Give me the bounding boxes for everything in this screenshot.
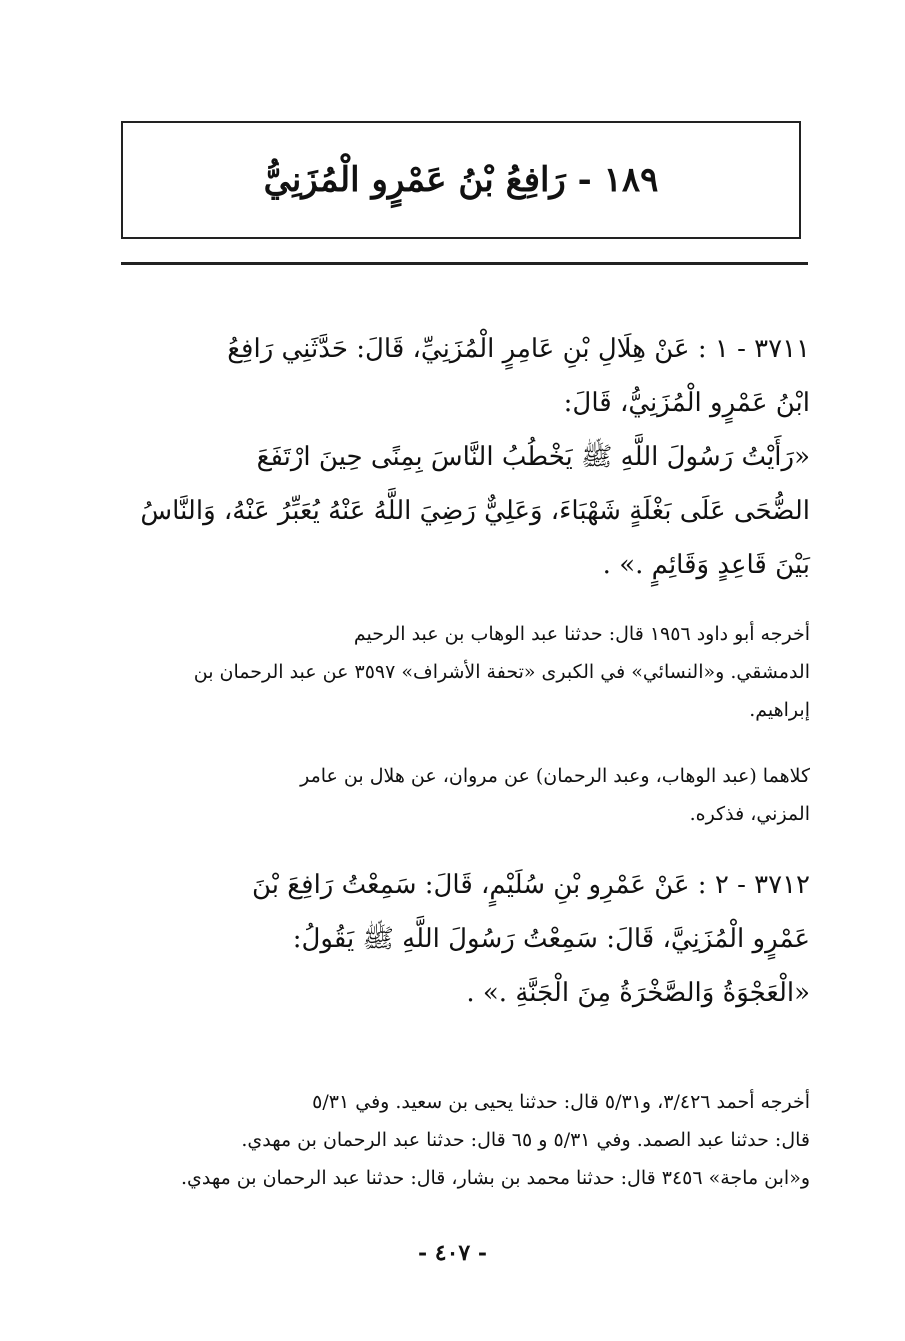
note-line: قال: حدثنا عبد الصمد. وفي ٥/٣١ و ٦٥ قال: حدثنا عبد الرحمان بن مهدي. bbox=[241, 1129, 810, 1151]
note-line: أخرجه أحمد ٣/٤٢٦، و٥/٣١ قال: حدثنا يحيى بن سعيد. وفي ٥/٣١ bbox=[312, 1091, 810, 1113]
takhrij-note-2 bbox=[112, 757, 810, 833]
takhrij-note-3 bbox=[112, 1083, 810, 1197]
page-number: - ٤٠٧ - bbox=[417, 1240, 488, 1266]
note-line: الدمشقي. و«النسائي» في الكبرى «تحفة الأشراف» ٣٥٩٧ عن عبد الرحمان بن bbox=[193, 661, 810, 683]
hadith-line: «رَأَيْتُ رَسُولَ اللَّهِ ﷺ يَخْطُبُ النَّاسَ بِمِنًى حِينَ ارْتَفَعَ bbox=[256, 442, 810, 472]
header-divider bbox=[121, 262, 808, 265]
hadith-line: عَمْرٍو الْمُزَنِيَّ، قَالَ: سَمِعْتُ رَسُولَ اللَّهِ ﷺ يَقُولُ: bbox=[292, 924, 810, 954]
hadith-line: الضُّحَى عَلَى بَغْلَةٍ شَهْبَاءَ، وَعَلِيٌّ رَضِيَ اللَّهُ عَنْهُ يُعَبِّرُ عَنْهُ، وَالنَّاسُ bbox=[140, 496, 810, 526]
hadith-line: ٣٧١٢ - ٢ : عَنْ عَمْرِو بْنِ سُلَيْمٍ، قَالَ: سَمِعْتُ رَافِعَ بْنَ bbox=[252, 870, 810, 900]
chapter-title-box bbox=[121, 121, 801, 239]
hadith-3711 bbox=[112, 322, 810, 592]
note-line: المزني، فذكره. bbox=[689, 803, 810, 825]
hadith-line: بَيْنَ قَاعِدٍ وَقَائِمٍ .» . bbox=[602, 550, 810, 580]
takhrij-note-1 bbox=[112, 615, 810, 729]
hadith-line: ابْنُ عَمْرٍو الْمُزَنِيُّ، قَالَ: bbox=[563, 388, 810, 418]
hadith-line: ٣٧١١ - ١ : عَنْ هِلَالِ بْنِ عَامِرٍ الْمُزَنِيِّ، قَالَ: حَدَّثَنِي رَافِعُ bbox=[227, 334, 810, 364]
note-line: و«ابن ماجة» ٣٤٥٦ قال: حدثنا محمد بن بشار، قال: حدثنا عبد الرحمان بن مهدي. bbox=[180, 1167, 810, 1189]
note-line: كلاهما (عبد الوهاب، وعبد الرحمان) عن مروان، عن هلال بن عامر bbox=[300, 765, 810, 787]
note-line: أخرجه أبو داود ١٩٥٦ قال: حدثنا عبد الوهاب بن عبد الرحيم bbox=[353, 623, 810, 645]
hadith-line: «الْعَجْوَةُ وَالصَّخْرَةُ مِنَ الْجَنَّةِ .» . bbox=[466, 978, 810, 1008]
hadith-3712 bbox=[112, 858, 810, 1020]
note-line: إبراهيم. bbox=[749, 699, 810, 721]
chapter-title: ١٨٩ - رَافِعُ بْنُ عَمْرٍو الْمُزَنِيُّ bbox=[263, 160, 659, 200]
